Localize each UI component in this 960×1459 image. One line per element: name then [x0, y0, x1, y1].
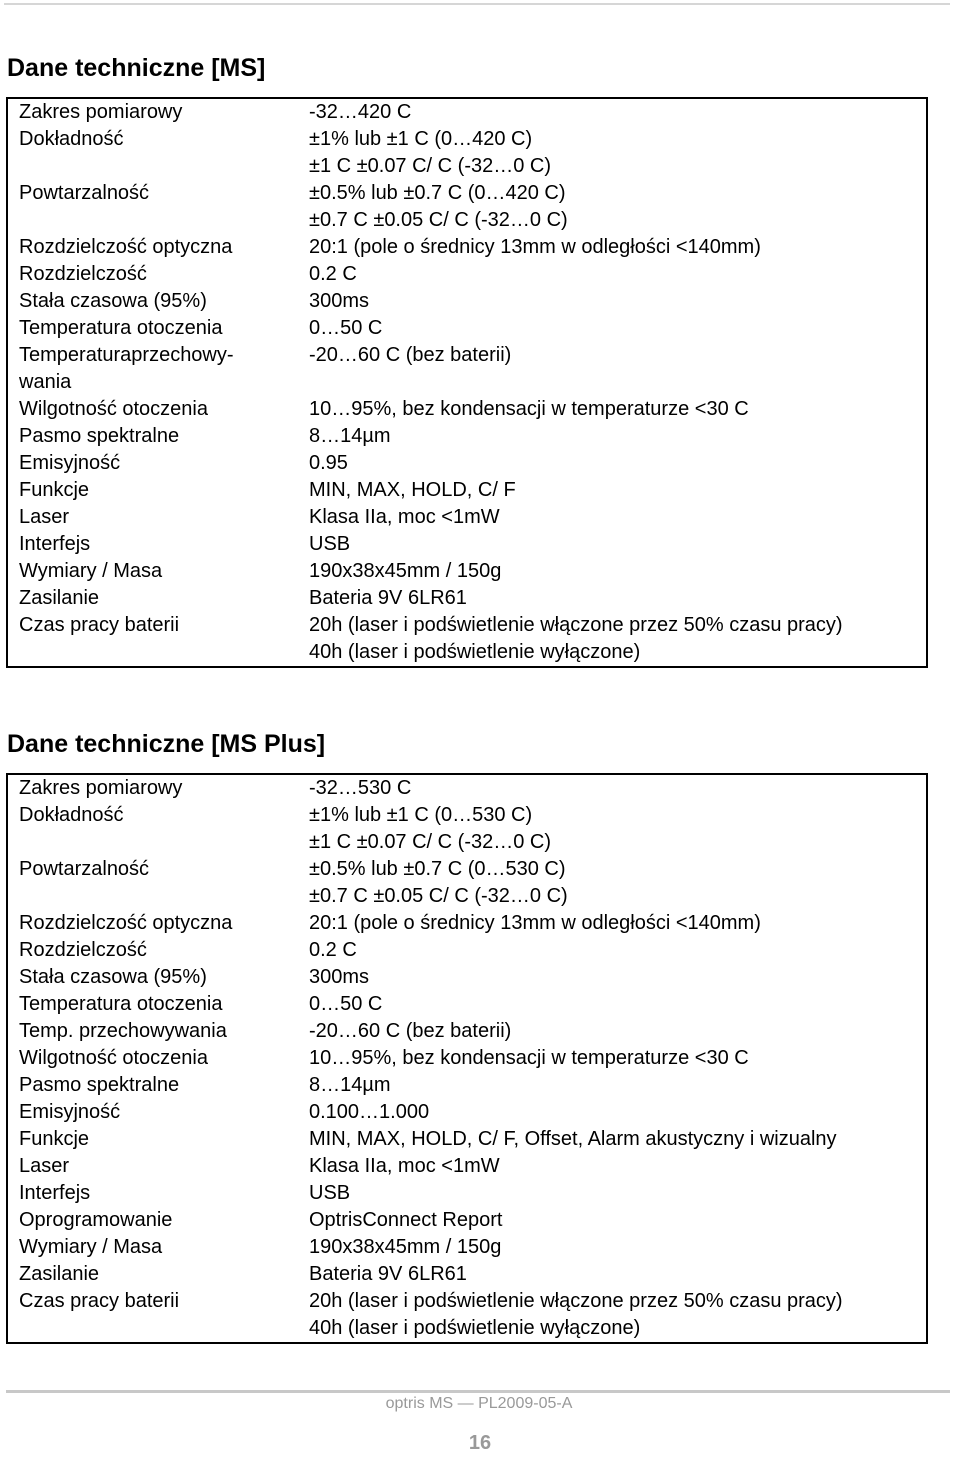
spec-label [7, 98, 297, 126]
spec-label-text: Interfejs [19, 1182, 91, 1204]
spec-value [297, 964, 927, 991]
spec-row [7, 342, 927, 396]
spec-value-line: 20:1 (pole o średnicy 13mm w odległości <140mm) [309, 912, 761, 934]
spec-value [297, 315, 927, 342]
spec-value-line: MIN, MAX, HOLD, C/ F [309, 479, 516, 501]
spec-row [7, 1045, 927, 1072]
spec-value [297, 1207, 927, 1234]
spec-value-line: ±0.5% lub ±0.7 C (0…420 C) [309, 182, 566, 204]
spec-row [7, 1126, 927, 1153]
spec-label [7, 1045, 297, 1072]
spec-label [7, 531, 297, 558]
spec-label-part: przechowy- [131, 344, 234, 366]
spec-value-line: -32…420 C [309, 101, 412, 123]
spec-value-line: Bateria 9V 6LR61 [309, 1263, 467, 1285]
spec-label-text: Wilgotność otoczenia [19, 398, 208, 420]
spec-value-line: -20…60 C (bez baterii) [309, 344, 512, 366]
spec-value [297, 234, 927, 261]
spec-value-line: 20h (laser i podświetlenie włączone przez 50% czasu pracy) [309, 614, 843, 636]
spec-value [297, 910, 927, 937]
spec-row [7, 585, 927, 612]
spec-row [7, 1099, 927, 1126]
spec-label-text: Pasmo spektralne [19, 425, 180, 447]
spec-row [7, 477, 927, 504]
spec-label [7, 342, 297, 396]
spec-label-text: Zasilanie [19, 1263, 100, 1285]
spec-label-text: Funkcje [19, 1128, 90, 1150]
spec-value [297, 1045, 927, 1072]
spec-label [7, 180, 297, 234]
spec-label-text: Powtarzalność [19, 858, 150, 880]
spec-label [7, 1234, 297, 1261]
spec-label [7, 585, 297, 612]
spec-value-line: ±1 C ±0.07 C/ C (-32…0 C) [309, 831, 552, 853]
spec-label [7, 558, 297, 585]
spec-value-line: -20…60 C (bez baterii) [309, 1020, 512, 1042]
footer-rule [6, 1390, 950, 1393]
spec-value [297, 991, 927, 1018]
spec-label [7, 856, 297, 910]
spec-row [7, 126, 927, 180]
spec-value-line: 0…50 C [309, 317, 383, 339]
spec-label-text: Dokładność [19, 128, 124, 150]
spec-value-line: 40h (laser i podświetlenie wyłączone) [309, 641, 641, 663]
spec-value-line: 190x38x45mm / 150g [309, 1236, 502, 1258]
spec-label [7, 126, 297, 180]
ms-section-title: Dane techniczne [MS] [7, 54, 266, 82]
spec-row [7, 504, 927, 531]
spec-row [7, 261, 927, 288]
spec-label-text: Funkcje [19, 479, 90, 501]
spec-value [297, 1234, 927, 1261]
spec-row [7, 856, 927, 910]
spec-label-text: Emisyjność [19, 452, 121, 474]
spec-label [7, 261, 297, 288]
spec-value-line: 0.100…1.000 [309, 1101, 430, 1123]
spec-row [7, 964, 927, 991]
spec-label [7, 1099, 297, 1126]
spec-label-text: Dokładność [19, 804, 124, 826]
spec-value-line: 0…50 C [309, 993, 383, 1015]
spec-row [7, 315, 927, 342]
spec-value-line: ±1 C ±0.07 C/ C (-32…0 C) [309, 155, 552, 177]
spec-row [7, 1288, 927, 1343]
spec-label-text: Rozdzielczość optyczna [19, 912, 233, 934]
spec-value [297, 342, 927, 396]
spec-label [7, 1261, 297, 1288]
spec-value [297, 1126, 927, 1153]
footer-document-id-text: optris MS — PL2009-05-A [385, 1395, 573, 1412]
spec-label [7, 396, 297, 423]
spec-value-line: 40h (laser i podświetlenie wyłączone) [309, 1317, 641, 1339]
spec-label [7, 1126, 297, 1153]
spec-label-text: Wymiary / Masa [19, 560, 163, 582]
spec-value-line: ±0.5% lub ±0.7 C (0…530 C) [309, 858, 566, 880]
spec-label-text: Wymiary / Masa [19, 1236, 163, 1258]
spec-value [297, 612, 927, 667]
spec-label [7, 774, 297, 802]
spec-label [7, 234, 297, 261]
spec-label [7, 964, 297, 991]
spec-row [7, 423, 927, 450]
spec-label-text: Interfejs [19, 533, 91, 555]
spec-label-text: Temperatura otoczenia [19, 993, 223, 1015]
spec-row [7, 612, 927, 667]
spec-label [7, 315, 297, 342]
spec-row [7, 1180, 927, 1207]
spec-value [297, 1099, 927, 1126]
spec-row [7, 450, 927, 477]
spec-value-line: Klasa IIa, moc <1mW [309, 1155, 500, 1177]
spec-value [297, 477, 927, 504]
spec-row [7, 1207, 927, 1234]
spec-label [7, 991, 297, 1018]
spec-value-line: 0.2 C [309, 939, 357, 961]
spec-label-text: Temperatura otoczenia [19, 317, 223, 339]
spec-value-line: ±1% lub ±1 C (0…530 C) [309, 804, 533, 826]
spec-label-text: Pasmo spektralne [19, 1074, 180, 1096]
spec-row [7, 288, 927, 315]
spec-row [7, 1018, 927, 1045]
spec-row [7, 774, 927, 802]
spec-value [297, 126, 927, 180]
spec-label-text: Powtarzalność [19, 182, 150, 204]
spec-value-line: 190x38x45mm / 150g [309, 560, 502, 582]
msplus-section-title: Dane techniczne [MS Plus] [7, 730, 326, 758]
spec-label-text: Czas pracy baterii [19, 1290, 180, 1312]
spec-value [297, 288, 927, 315]
spec-value [297, 1180, 927, 1207]
spec-row [7, 180, 927, 234]
spec-value-line: -32…530 C [309, 777, 412, 799]
spec-value-line: ±0.7 C ±0.05 C/ C (-32…0 C) [309, 885, 568, 907]
spec-row [7, 991, 927, 1018]
spec-label-text: Laser [19, 1155, 70, 1177]
spec-value-line: 10…95%, bez kondensacji w temperaturze <30 C [309, 1047, 749, 1069]
spec-label-text: Stała czasowa (95%) [19, 290, 207, 312]
spec-value [297, 396, 927, 423]
spec-label [7, 802, 297, 856]
spec-row [7, 234, 927, 261]
spec-row [7, 802, 927, 856]
top-rule [4, 3, 950, 5]
spec-value [297, 531, 927, 558]
spec-label-text: Emisyjność [19, 1101, 121, 1123]
spec-value-line: Bateria 9V 6LR61 [309, 587, 467, 609]
spec-value-line: 300ms [309, 966, 370, 988]
spec-value-line: 20:1 (pole o średnicy 13mm w odległości <140mm) [309, 236, 761, 258]
spec-value [297, 1018, 927, 1045]
spec-value-line: ±1% lub ±1 C (0…420 C) [309, 128, 533, 150]
spec-value [297, 1072, 927, 1099]
spec-value [297, 558, 927, 585]
spec-row [7, 1072, 927, 1099]
spec-label-text: Stała czasowa (95%) [19, 966, 207, 988]
spec-label [7, 450, 297, 477]
spec-value [297, 450, 927, 477]
spec-label [7, 1153, 297, 1180]
spec-value-line: 20h (laser i podświetlenie włączone przez 50% czasu pracy) [309, 1290, 843, 1312]
spec-row [7, 1153, 927, 1180]
spec-label [7, 477, 297, 504]
spec-label-text: Rozdzielczość optyczna [19, 236, 233, 258]
spec-value [297, 1288, 927, 1343]
spec-value-line: USB [309, 533, 351, 555]
spec-value [297, 585, 927, 612]
spec-value-line: 8…14µm [309, 1074, 391, 1096]
spec-value [297, 856, 927, 910]
spec-label-text: Czas pracy baterii [19, 614, 180, 636]
spec-label-text: Zasilanie [19, 587, 100, 609]
spec-label [7, 612, 297, 667]
spec-value [297, 504, 927, 531]
spec-label [7, 1207, 297, 1234]
spec-value-line: 10…95%, bez kondensacji w temperaturze <30 C [309, 398, 749, 420]
spec-value [297, 98, 927, 126]
spec-label-text: Zakres pomiarowy [19, 101, 183, 123]
spec-label-continuation: wania [19, 371, 72, 393]
spec-label-text: Zakres pomiarowy [19, 777, 183, 799]
spec-value-line: OptrisConnect Report [309, 1209, 503, 1231]
spec-value [297, 261, 927, 288]
spec-value [297, 1261, 927, 1288]
spec-label [7, 1072, 297, 1099]
spec-label [7, 504, 297, 531]
spec-value-line: Klasa IIa, moc <1mW [309, 506, 500, 528]
spec-row [7, 531, 927, 558]
spec-row [7, 396, 927, 423]
spec-value-line: MIN, MAX, HOLD, C/ F, Offset, Alarm akustyczny i wizualny [309, 1128, 837, 1150]
spec-row [7, 1261, 927, 1288]
spec-row [7, 1234, 927, 1261]
ms-spec-table [6, 97, 928, 668]
msplus-spec-table [6, 773, 928, 1344]
spec-label-text: Wilgotność otoczenia [19, 1047, 208, 1069]
spec-label-text: Laser [19, 506, 70, 528]
spec-label [7, 1018, 297, 1045]
spec-value [297, 774, 927, 802]
spec-label-line [19, 342, 275, 369]
page-number: 16 [468, 1432, 492, 1454]
spec-value [297, 937, 927, 964]
spec-label-text: Oprogramowanie [19, 1209, 173, 1231]
spec-row [7, 558, 927, 585]
spec-label [7, 423, 297, 450]
spec-value-line: 8…14µm [309, 425, 391, 447]
spec-label-part: Temperatura [19, 344, 132, 366]
spec-value-line: 300ms [309, 290, 370, 312]
spec-label-text: Temp. przechowywania [19, 1020, 227, 1042]
spec-row [7, 910, 927, 937]
spec-label [7, 288, 297, 315]
spec-label [7, 910, 297, 937]
spec-value [297, 802, 927, 856]
spec-value-line: USB [309, 1182, 351, 1204]
spec-value [297, 1153, 927, 1180]
spec-value-line: ±0.7 C ±0.05 C/ C (-32…0 C) [309, 209, 568, 231]
spec-label [7, 1288, 297, 1343]
footer-document-id [0, 1395, 960, 1413]
spec-label [7, 1180, 297, 1207]
spec-label-text: Rozdzielczość [19, 263, 147, 285]
spec-label [7, 937, 297, 964]
spec-row [7, 937, 927, 964]
spec-value [297, 180, 927, 234]
spec-value-line: 0.95 [309, 452, 348, 474]
spec-value [297, 423, 927, 450]
spec-value-line: 0.2 C [309, 263, 357, 285]
spec-label-text: Rozdzielczość [19, 939, 147, 961]
spec-row [7, 98, 927, 126]
